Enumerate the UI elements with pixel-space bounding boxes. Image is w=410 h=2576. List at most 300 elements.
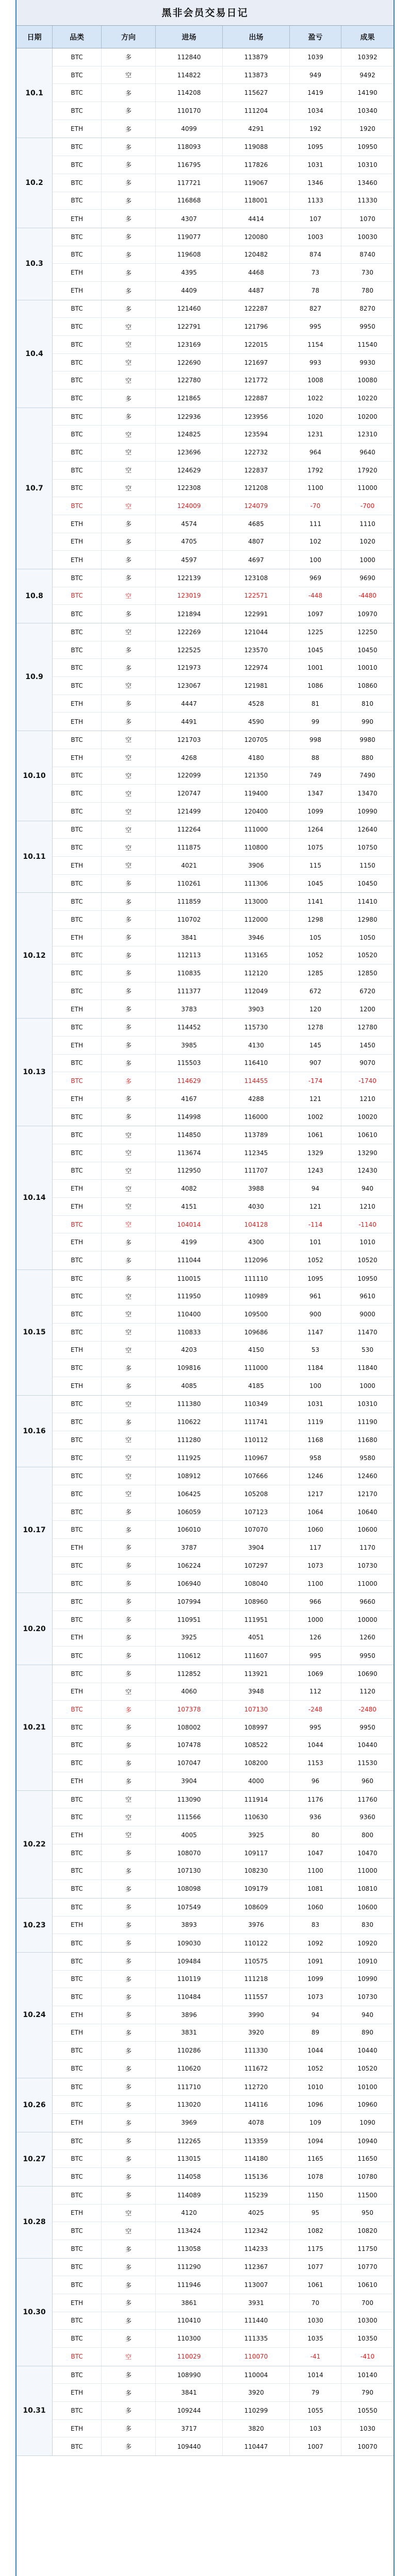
table-cell: 101 [290, 1233, 341, 1251]
table-cell: 13460 [357, 179, 378, 187]
table-cell: 111380 [156, 1396, 223, 1413]
table-cell: 1078 [290, 2168, 341, 2186]
table-cell: 10100 [357, 2083, 378, 2091]
table-cell: 4528 [223, 695, 290, 713]
table-cell: 多 [102, 533, 156, 551]
date-group [17, 731, 393, 821]
table-row [53, 1503, 393, 1521]
table-cell: 多 [102, 2294, 156, 2312]
table-cell: 3841 [156, 929, 223, 946]
table-cell: 空 [102, 749, 156, 767]
table-cell: 1168 [290, 1431, 341, 1449]
table-cell: 111914 [223, 1791, 290, 1808]
table-cell: 9610 [359, 1293, 375, 1300]
table-row [53, 605, 393, 623]
table-cell: 1061 [290, 2276, 341, 2294]
date-group [17, 1953, 393, 2078]
table-cell: 多 [102, 1593, 156, 1611]
table-cell: 108609 [223, 1899, 290, 1916]
table-cell: 空 [102, 1396, 156, 1413]
table-row [53, 839, 393, 857]
table-cell: BTC [53, 803, 102, 821]
table-cell: 3969 [156, 2114, 223, 2132]
table-cell: ETH [53, 2294, 102, 2312]
table-cell: 880 [362, 754, 373, 761]
table-cell: BTC [53, 389, 102, 408]
table-cell: 940 [362, 1185, 373, 1193]
table-cell: ETH [53, 2006, 102, 2024]
table-cell: 103 [290, 2420, 341, 2437]
date-cell: 10.7 [17, 408, 53, 569]
table-cell: 多 [102, 1665, 156, 1683]
table-cell: 9980 [359, 736, 375, 743]
table-cell: 多 [102, 246, 156, 264]
table-row [53, 1917, 393, 1935]
table-cell: 1035 [290, 2330, 341, 2347]
table-cell: 950 [362, 2209, 373, 2217]
table-row [53, 1233, 393, 1251]
table-cell: 多 [102, 1899, 156, 1916]
table-cell: 4180 [223, 749, 290, 767]
table-cell: 4395 [156, 264, 223, 281]
date-group [17, 1019, 393, 1126]
column-header: 进场 [156, 26, 223, 48]
table-cell: 空 [102, 1306, 156, 1323]
table-cell: 111946 [156, 2276, 223, 2294]
table-row [53, 1144, 393, 1162]
table-cell: 969 [290, 569, 341, 587]
table-cell: 多 [102, 2024, 156, 2042]
table-cell: 1133 [290, 192, 341, 210]
table-cell: 121796 [223, 318, 290, 335]
table-cell: 995 [290, 1719, 341, 1736]
table-cell: 1150 [359, 861, 375, 869]
table-cell: 94 [290, 1180, 341, 1197]
table-cell: 多 [102, 1055, 156, 1072]
table-cell: 6720 [359, 987, 375, 995]
table-cell: 1246 [290, 1467, 341, 1485]
table-row [53, 1037, 393, 1055]
table-cell: 空 [102, 1144, 156, 1162]
table-cell: BTC [53, 318, 102, 335]
table-cell: 3903 [223, 1000, 290, 1018]
table-cell: BTC [53, 1019, 102, 1036]
table-cell: 106940 [156, 1574, 223, 1592]
table-cell: 10730 [357, 1562, 378, 1569]
table-cell: BTC [53, 1611, 102, 1629]
table-cell: 114629 [156, 1072, 223, 1090]
table-cell: 1052 [290, 1251, 341, 1269]
table-cell: 11000 [357, 484, 378, 492]
table-cell: 空 [102, 1683, 156, 1701]
table-cell: BTC [53, 731, 102, 749]
table-cell: 1141 [290, 893, 341, 910]
table-cell: BTC [53, 1808, 102, 1826]
table-row [53, 515, 393, 533]
table-cell: 12850 [357, 969, 378, 977]
table-cell: 121208 [223, 480, 290, 497]
table-cell: 多 [102, 1971, 156, 1988]
table-cell: 112345 [223, 1144, 290, 1162]
table-cell: 多 [102, 2187, 156, 2204]
table-cell: 4468 [223, 264, 290, 281]
table-cell: 空 [102, 1287, 156, 1305]
table-row [53, 1359, 393, 1377]
table-cell: 多 [102, 1359, 156, 1377]
table-cell: 1329 [290, 1144, 341, 1162]
table-cell: 1097 [290, 605, 341, 623]
table-cell: 122991 [223, 605, 290, 623]
table-cell: 4082 [156, 1180, 223, 1197]
table-cell: 995 [290, 1647, 341, 1665]
date-group [17, 2366, 393, 2456]
table-row [53, 1701, 393, 1719]
table-cell: 121460 [156, 300, 223, 318]
table-cell: 114116 [223, 2096, 290, 2113]
table-cell: BTC [53, 336, 102, 353]
table-row [53, 2060, 393, 2078]
table-cell: 114208 [156, 84, 223, 101]
table-cell: 4487 [223, 282, 290, 300]
table-cell: 1052 [290, 2060, 341, 2078]
table-cell: 多 [102, 1988, 156, 2006]
table-cell: 110299 [223, 2402, 290, 2419]
table-cell: 10310 [357, 161, 378, 168]
table-cell: 117826 [223, 156, 290, 174]
table-cell: 1073 [290, 1988, 341, 2006]
table-cell: 107070 [223, 1521, 290, 1538]
table-cell: 123594 [223, 426, 290, 443]
table-cell: ETH [53, 1826, 102, 1844]
table-cell: 88 [290, 749, 341, 767]
table-row [53, 875, 393, 893]
table-row [53, 1557, 393, 1575]
table-row [53, 1108, 393, 1126]
table-cell: 10950 [357, 1275, 378, 1282]
table-cell: 多 [102, 1647, 156, 1665]
date-group [17, 300, 393, 408]
table-cell: 112720 [223, 2078, 290, 2096]
table-cell: 111280 [156, 1431, 223, 1449]
table-cell: 多 [102, 1251, 156, 1269]
table-cell: BTC [53, 1055, 102, 1072]
table-row [53, 2312, 393, 2330]
table-cell: 3925 [223, 1826, 290, 1844]
date-cell: 10.11 [17, 821, 53, 893]
table-cell: 827 [290, 300, 341, 318]
table-cell: 10440 [357, 2047, 378, 2055]
table-cell: 9950 [359, 1652, 375, 1659]
date-cell: 10.4 [17, 300, 53, 408]
table-cell: 4051 [223, 1629, 290, 1647]
table-row [53, 893, 393, 911]
table-cell: 107549 [156, 1899, 223, 1916]
table-cell: 110833 [156, 1324, 223, 1341]
table-cell: 4705 [156, 533, 223, 551]
table-row [53, 1719, 393, 1737]
table-cell: 3948 [223, 1683, 290, 1701]
table-cell: 12640 [357, 826, 378, 834]
table-cell: ETH [53, 515, 102, 533]
table-cell: 10310 [357, 1400, 378, 1408]
table-cell: 110112 [223, 1431, 290, 1449]
table-cell: 多 [102, 389, 156, 408]
table-cell: 多 [102, 1701, 156, 1718]
table-cell: 1100 [290, 1574, 341, 1592]
table-cell: 12170 [357, 1490, 378, 1498]
table-cell: 95 [290, 2205, 341, 2222]
table-cell: 11190 [357, 1418, 378, 1426]
date-cell: 10.13 [17, 1019, 53, 1126]
date-group [17, 821, 393, 893]
table-cell: 10600 [357, 1526, 378, 1534]
table-row [53, 2420, 393, 2438]
table-cell: 9640 [359, 448, 375, 456]
table-cell: 115239 [223, 2187, 290, 2204]
table-cell: 114233 [223, 2240, 290, 2258]
table-cell: 112840 [156, 48, 223, 66]
table-cell: BTC [53, 1485, 102, 1503]
date-cell: 10.20 [17, 1593, 53, 1665]
table-cell: 110702 [156, 911, 223, 928]
table-cell: 12310 [357, 431, 378, 438]
table-cell: 10200 [357, 413, 378, 420]
table-cell: 116868 [156, 192, 223, 210]
table-cell: BTC [53, 2259, 102, 2276]
table-row [53, 857, 393, 875]
table-cell: 1347 [290, 785, 341, 802]
table-cell: BTC [53, 138, 102, 156]
table-row [53, 1683, 393, 1701]
table-cell: 109440 [156, 2437, 223, 2455]
date-cell: 10.31 [17, 2366, 53, 2455]
table-cell: 1147 [290, 1324, 341, 1341]
table-cell: 4167 [156, 1090, 223, 1108]
table-cell: 110410 [156, 2312, 223, 2330]
table-cell: 1170 [359, 1544, 375, 1551]
table-cell: 1030 [359, 2425, 375, 2432]
table-row [53, 1988, 393, 2006]
table-cell: 10860 [357, 682, 378, 689]
date-cell: 10.15 [17, 1270, 53, 1395]
table-cell: 111306 [223, 875, 290, 893]
table-cell: 810 [362, 700, 373, 707]
table-cell: 多 [102, 1521, 156, 1538]
table-cell: 10392 [357, 53, 378, 61]
table-cell: 116000 [223, 1108, 290, 1126]
table-cell: 110261 [156, 875, 223, 893]
trade-log [15, 0, 395, 2576]
date-cell: 10.1 [17, 48, 53, 138]
table-row [53, 1306, 393, 1324]
table-cell: 1184 [290, 1359, 341, 1377]
table-cell: 115 [290, 857, 341, 874]
table-cell: BTC [53, 1953, 102, 1970]
table-row [53, 192, 393, 210]
table-cell: 10140 [357, 2371, 378, 2379]
table-cell: 多 [102, 1108, 156, 1126]
table-cell: 79 [290, 2384, 341, 2401]
table-row [53, 1934, 393, 1952]
table-cell: 122690 [156, 354, 223, 371]
table-cell: 1419 [290, 84, 341, 101]
table-cell: 4268 [156, 749, 223, 767]
table-cell: BTC [53, 1449, 102, 1467]
table-cell: 1176 [290, 1791, 341, 1808]
table-row [53, 66, 393, 84]
table-row [53, 1431, 393, 1449]
table-cell: 1217 [290, 1485, 341, 1503]
table-row [53, 569, 393, 587]
table-cell: 998 [290, 731, 341, 749]
table-cell: 94 [290, 2006, 341, 2024]
table-cell: 3904 [223, 1539, 290, 1556]
table-cell: 10960 [357, 2101, 378, 2109]
table-row [53, 1180, 393, 1198]
table-cell: BTC [53, 1791, 102, 1808]
table-row [53, 371, 393, 389]
table-cell: 112120 [223, 964, 290, 982]
table-cell: 1010 [290, 2078, 341, 2096]
table-cell: 4030 [223, 1198, 290, 1215]
table-cell: 空 [102, 444, 156, 461]
table-row [53, 2042, 393, 2060]
table-cell: 多 [102, 911, 156, 928]
table-cell: 4130 [223, 1037, 290, 1054]
table-cell: 3976 [223, 1917, 290, 1934]
table-row [53, 2168, 393, 2186]
table-cell: 3925 [156, 1629, 223, 1647]
table-cell: 1298 [290, 911, 341, 928]
table-cell: 121 [290, 1090, 341, 1108]
table-cell: 108960 [223, 1593, 290, 1611]
table-cell: 122308 [156, 480, 223, 497]
table-cell: 4300 [223, 1233, 290, 1251]
table-cell: 1092 [290, 1934, 341, 1952]
table-cell: 空 [102, 623, 156, 641]
table-cell: 10970 [357, 610, 378, 618]
table-cell: 936 [290, 1808, 341, 1826]
table-cell: 108002 [156, 1719, 223, 1736]
table-row [53, 1880, 393, 1898]
table-cell: 多 [102, 2240, 156, 2258]
table-cell: 111000 [223, 1359, 290, 1377]
table-cell: 多 [102, 605, 156, 623]
table-cell: 121865 [156, 389, 223, 408]
table-cell: 多 [102, 192, 156, 210]
table-cell: ETH [53, 1233, 102, 1251]
table-row [53, 2294, 393, 2312]
table-cell: 111710 [156, 2078, 223, 2096]
table-cell: 10520 [357, 1257, 378, 1264]
table-row [53, 2437, 393, 2455]
table-cell: 100 [290, 551, 341, 569]
page-title: 黑非会员交易日记 [17, 0, 393, 26]
table-row [53, 2366, 393, 2384]
table-cell: 100 [290, 1377, 341, 1395]
table-cell: 122887 [223, 389, 290, 408]
table-cell: 111566 [156, 1808, 223, 1826]
table-cell: 13290 [357, 1149, 378, 1157]
table-cell: 1099 [290, 803, 341, 821]
date-group [17, 2259, 393, 2366]
table-cell: BTC [53, 2150, 102, 2167]
table-cell: 多 [102, 48, 156, 66]
table-cell: 多 [102, 641, 156, 659]
table-cell: 123696 [156, 444, 223, 461]
date-group [17, 138, 393, 228]
table-cell: 124009 [156, 497, 223, 515]
table-cell: 106059 [156, 1503, 223, 1521]
table-cell: 121044 [223, 623, 290, 641]
table-cell: BTC [53, 2078, 102, 2096]
table-cell: BTC [53, 480, 102, 497]
table-cell: 多 [102, 2402, 156, 2419]
table-row [53, 1808, 393, 1826]
table-cell: BTC [53, 1934, 102, 1952]
table-row [53, 1754, 393, 1772]
table-cell: 空 [102, 803, 156, 821]
table-cell: 4060 [156, 1683, 223, 1701]
table-cell: 114822 [156, 66, 223, 84]
table-cell: BTC [53, 677, 102, 694]
table-cell: 3820 [223, 2420, 290, 2437]
table-cell: 1045 [290, 875, 341, 893]
table-cell: 多 [102, 2060, 156, 2078]
table-cell: BTC [53, 174, 102, 192]
table-cell: 空 [102, 677, 156, 694]
table-row [53, 1862, 393, 1880]
table-cell: 1278 [290, 1019, 341, 1036]
table-cell: 多 [102, 2312, 156, 2330]
table-row [53, 2384, 393, 2402]
table-cell: 111607 [223, 1647, 290, 1665]
table-cell: 113058 [156, 2240, 223, 2258]
table-cell: BTC [53, 1216, 102, 1233]
table-cell: 1099 [290, 1971, 341, 1988]
table-cell: 1001 [290, 659, 341, 676]
table-cell: 113424 [156, 2222, 223, 2240]
table-cell: 3787 [156, 1539, 223, 1556]
table-cell: 109030 [156, 1934, 223, 1952]
table-cell: 122139 [156, 569, 223, 587]
table-cell: BTC [53, 444, 102, 461]
table-cell: 107297 [223, 1557, 290, 1574]
table-cell: 多 [102, 982, 156, 1000]
table-cell: 1034 [290, 102, 341, 120]
table-cell: -70 [290, 497, 341, 515]
table-row [53, 120, 393, 138]
table-row [53, 1485, 393, 1503]
table-cell: 11000 [357, 1867, 378, 1875]
table-row [53, 1449, 393, 1467]
table-cell: 730 [362, 269, 373, 277]
table-cell: 多 [102, 1611, 156, 1629]
table-cell: 121894 [156, 605, 223, 623]
table-cell: 9660 [359, 1598, 375, 1605]
column-header: 日期 [17, 26, 53, 48]
table-row [53, 2150, 393, 2168]
table-cell: 111218 [223, 1971, 290, 1988]
table-row [53, 48, 393, 66]
table-cell: 4685 [223, 515, 290, 533]
table-cell: 多 [102, 659, 156, 676]
table-cell: 空 [102, 2205, 156, 2222]
table-cell: 空 [102, 480, 156, 497]
table-cell: 110349 [223, 1396, 290, 1413]
table-cell: 3920 [223, 2024, 290, 2042]
table-cell: 4185 [223, 1377, 290, 1395]
